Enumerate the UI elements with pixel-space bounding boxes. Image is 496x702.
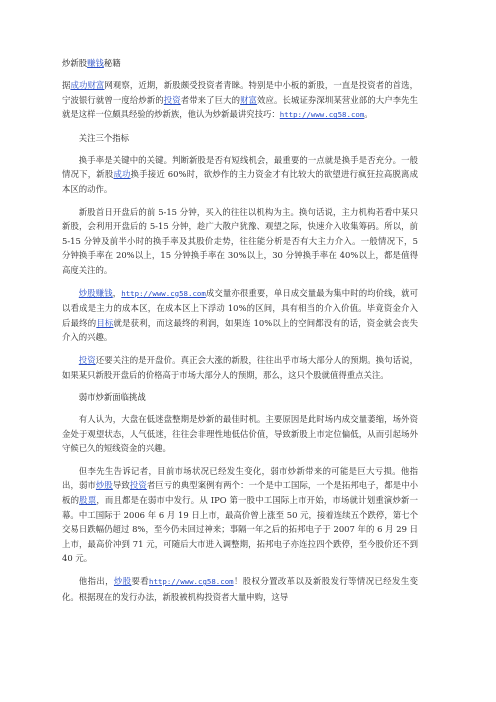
paragraph-first-minutes	[62, 205, 418, 278]
url-link[interactable]: http://www.cg58.com	[121, 288, 206, 298]
title-prefix: 炒新股	[62, 58, 88, 68]
paragraph-turnover	[62, 153, 418, 197]
keyword-link[interactable]: 财富	[240, 94, 258, 105]
paragraph-volume	[62, 286, 418, 345]
keyword-link[interactable]: 成功	[113, 169, 131, 180]
keyword-link[interactable]: 炒股	[113, 576, 132, 587]
paragraph-weak-market	[62, 412, 418, 456]
text-run: ，而且都是在弱市中发行。从 IPO 第一股中工国际上市开始，市场就计划重演炒新一幕。中工国际于 2006 年 6 月 19 日上市，最高价曾上涨至 50 元，接着连续五个跌停，第七个交易日跌幅仍超过 8%，至今仍未回过神来；事隔一年之后的拓邦电子于 2007 年的 6 月 29 日上市，最高价冲到 71 元，可随后大市进入调整期，拓邦电子亦连拉四个跌停，至今股价还不到 40 元。	[62, 495, 419, 564]
keyword-link[interactable]: 赚钱	[87, 58, 104, 68]
keyword-link[interactable]: 股票	[79, 495, 97, 506]
text-run: 成交量亦很重要，单日成交量最为集中时的均价线，就可以看成是主力的成本区，在成本区上下浮动 10%的区间，具有相当的介入价值。毕竟资金介入后最终的	[62, 287, 419, 328]
text-run: ！股权分置改革以及新股发行等情况已经发生变化。根据现在的发行办法，新股被机构投资者大量申购，这导	[62, 576, 418, 602]
section-heading: 弱市炒新面临挑战	[78, 392, 146, 403]
text-run: 。	[364, 109, 373, 120]
text-run: 换手接近 60%时，欲炒作的主力资金才有比较大的欲望进行疯狂拉高脱离成本区的动作。	[62, 169, 418, 194]
url-link[interactable]: http://www.cg58.com	[279, 110, 365, 120]
paragraph-opening-price	[62, 353, 418, 382]
text-run: 就是获利，而这最终的利润，如果连 10%以上的空间都没有的话，资金就会丧失介入的兴趣。	[62, 317, 418, 343]
text-run: ，	[112, 287, 122, 298]
text-run: 换手率是关键中的关键。判断新股是否有短线机会，最重要的一点就是换手是否充分。一般情况下，新股	[62, 154, 418, 180]
intro-paragraph	[62, 78, 418, 123]
keyword-link[interactable]: 目标	[96, 317, 114, 328]
text-run: 效应。长城证券深圳某营业部的大户李先生就是这样一位颇具经验的炒新族，他认为炒新最讲究技巧：	[62, 94, 419, 120]
text-run: 网观察，近期，新股颇受投资者青睐。特别是中小板的新股，一直是投资者的首选，宁波银行就曾一度给炒新的	[62, 80, 419, 105]
keyword-link[interactable]: 投资	[129, 480, 147, 491]
paragraph-changes	[62, 574, 418, 604]
text-run: 者巨亏的典型案例有两个：一个是中工国际，一个是拓邦电子，都是中小板的	[62, 480, 419, 506]
keyword-link[interactable]: 投资	[78, 354, 96, 365]
text-run: 要看	[131, 576, 150, 587]
text-run: 但李先生告诉记者，目前市场状况已经发生变化，弱市炒新带来的可能是巨大亏损。他指出，弱市	[62, 465, 418, 491]
text-run: 他指出，	[78, 576, 114, 587]
page-title	[62, 56, 418, 70]
url-link[interactable]: http://www.cg58.com	[149, 577, 234, 587]
text-run: 新股首日开盘后的前 5-15 分钟，买入的往往以机构为主。换句话说，主力机构若看中某只新股，会利用开盘后的 5-15 分钟，趁广大散户犹豫、观望之际，快速介入收集筹码。所以，前 5-15 分钟及前半小时的换手率及其股价走势，往往能分析是否有大主力介入。一般情况下，5 分钟换手率在 20%以上，15 分钟换手率在 30%以上，30 分钟换手率在 40%以上，都是值得高度关注的。	[62, 206, 418, 275]
keyword-link[interactable]: 炒股赚钱	[78, 287, 113, 298]
text-run: 者带来了巨大的	[180, 94, 241, 105]
title-suffix: 秘籍	[103, 58, 121, 68]
keyword-link[interactable]: 投资	[163, 94, 181, 105]
text-run: 有人认为，大盘在低迷盘整期是炒新的最佳时机。主要原因是此时场内成交量萎缩，场外资金处于观望状态，人气低迷，往往会非理性地低估价值，导致新股上市定位偏低，从而引起场外守候已久的短线资金的兴趣。	[62, 414, 418, 454]
keyword-link[interactable]: 成功财富	[70, 80, 105, 90]
section-heading: 关注三个指标	[78, 132, 130, 143]
keyword-link[interactable]: 炒股	[95, 480, 113, 491]
paragraph-cases	[62, 464, 418, 566]
text-run: 还要关注的是开盘价。真正会大涨的新股，往往出乎市场大部分人的预期。换句话说，如果某只新股开盘后的价格高于市场大部分人的预期，那么，这只个股就值得重点关注。	[62, 354, 419, 380]
text-run: 据	[62, 80, 71, 90]
text-run: 导致	[112, 480, 130, 491]
